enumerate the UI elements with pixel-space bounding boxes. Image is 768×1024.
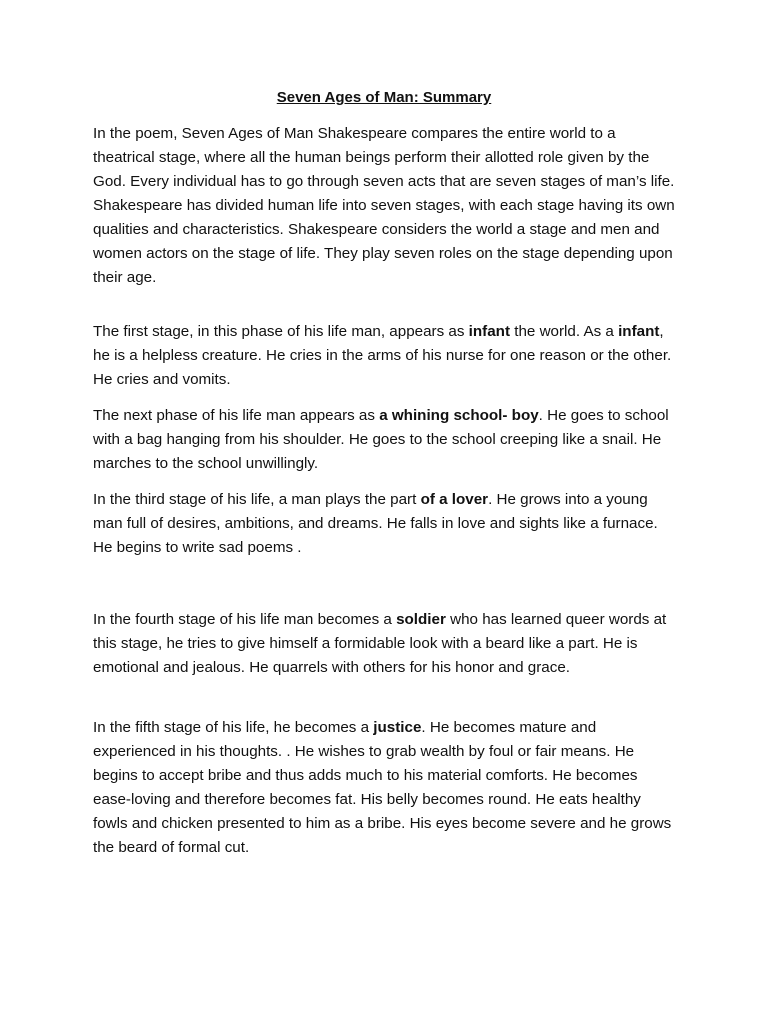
paragraph-text: . He goes to school with a bag hanging from his shoulder. He goes to the school creeping like a snail. He marches to the school unwillingly. [93, 407, 669, 472]
paragraph-text: The first stage, in this phase of his life man, appears as [93, 323, 469, 340]
paragraph-text: In the fifth stage of his life, he becomes a [93, 719, 374, 736]
bold-term: justice [373, 719, 422, 736]
paragraph-text: In the third stage of his life, a man plays the part [93, 491, 421, 508]
document-title: Seven Ages of Man: Summary [276, 89, 492, 106]
bold-term: infant [618, 323, 660, 340]
bold-term: infant [468, 323, 511, 340]
paragraph-text: . He becomes mature and experienced in his thoughts. . He wishes to grab wealth by foul or fair means. He begins to accept bribe and thus adds much to his material comforts. He becomes ease-loving and therefore becomes fat. His belly becomes round. He eats healthy fowls and chicken presented to him as a bribe. His eyes become severe and he grows the beard of formal cut. [93, 719, 672, 856]
bold-term: soldier [396, 611, 446, 628]
paragraph-intro [93, 122, 675, 290]
paragraph-text: the world. As a [510, 323, 619, 340]
paragraph-text: , he is a helpless creature. He cries in the arms of his nurse for one reason or the other. He cries and vomits. [93, 323, 672, 388]
paragraph-third-stage [93, 488, 675, 560]
paragraph-text: In the fourth stage of his life man becomes a [93, 611, 397, 628]
paragraph-text: In the poem, Seven Ages of Man Shakespeare compares the entire world to a theatrical stage, where all the human beings perform their allotted role given by the God. Every individual has to go through seven acts that are seven stages of man’s life. Shakespeare has divided human life into seven stages, with each stage having its own qualities and characteristics. Shakespeare considers the world a stage and men and women actors on the stage of life. They play seven roles on the stage depending upon their age. [93, 125, 675, 286]
paragraph-second-stage [93, 404, 675, 476]
paragraph-first-stage [93, 320, 675, 392]
bold-term: a whining school- boy [379, 407, 539, 424]
paragraph-text: . He grows into a young man full of desires, ambitions, and dreams. He falls in love and sights like a furnace. He begins to write sad poems . [93, 491, 658, 556]
paragraph-text: who has learned queer words at this stage, he tries to give himself a formidable look with a beard like a part. He is emotional and jealous. He quarrels with others for his honor and grace. [93, 611, 667, 676]
paragraph-fourth-stage [93, 608, 675, 680]
paragraph-fifth-stage [93, 716, 675, 860]
paragraph-text: The next phase of his life man appears as [93, 407, 380, 424]
bold-term: of a lover [420, 491, 489, 508]
